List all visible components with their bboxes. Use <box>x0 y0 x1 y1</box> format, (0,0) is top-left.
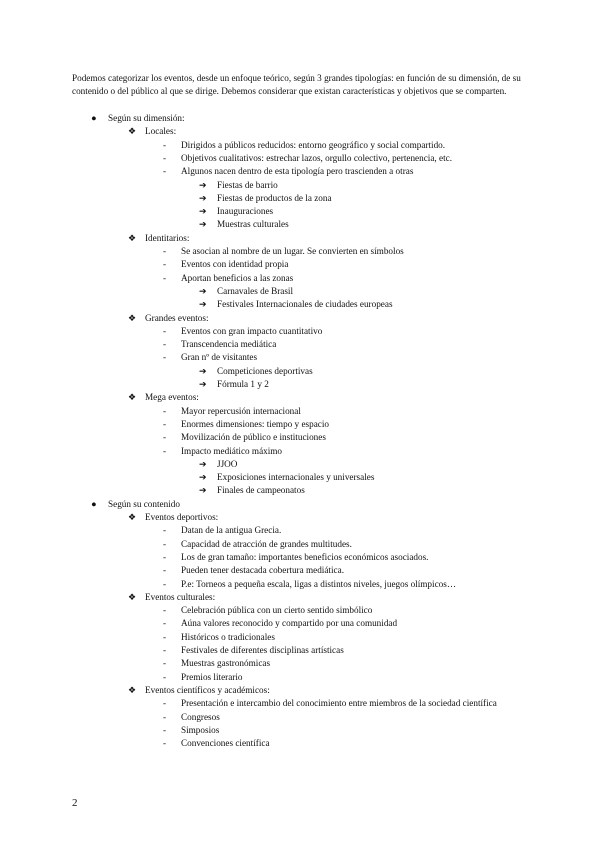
dash-bullet: - <box>163 671 167 682</box>
dash-bullet: - <box>163 565 167 576</box>
arrow-bullet-icon: ➔ <box>199 192 207 203</box>
outline-item-level-3: Enormes dimensiones: tiempo y espacio <box>181 418 329 429</box>
arrow-bullet-icon: ➔ <box>199 365 207 376</box>
dash-bullet: - <box>163 645 167 655</box>
dash-bullet: - <box>163 272 167 283</box>
outline-item-level-3: Mayor repercusión internacional <box>181 405 301 416</box>
dash-bullet: - <box>163 698 167 709</box>
outline-item-level-3: Los de gran tamaño: importantes beneficios económicos asociados. <box>181 551 429 562</box>
arrow-bullet-icon: ➔ <box>199 219 207 230</box>
outline-item-level-3: Movilización de público e instituciones <box>181 432 326 443</box>
outline-item-level-4: Competiciones deportivas <box>217 365 313 376</box>
outline-item-level-3: P.e: Torneos a pequeña escala, ligas a distintos niveles, juegos olímpicos… <box>181 578 457 589</box>
dash-bullet: - <box>163 418 167 429</box>
bullet-dot-icon: ● <box>91 498 97 509</box>
dash-bullet: - <box>163 339 167 350</box>
outline-item-level-3: Muestras gastronómicas <box>181 658 271 669</box>
outline-item-level-3: Dirigidos a públicos reducidos: entorno geográfico y social compartido. <box>181 139 446 150</box>
dash-bullet: - <box>163 551 167 562</box>
outline-item-level-4: Carnavales de Brasil <box>217 285 294 296</box>
outline-item-level-3: Festivales de diferentes disciplinas artísticas <box>181 645 344 655</box>
outline-item-level-3: Transcendencia mediática <box>181 339 277 350</box>
diamond-bullet-icon: ❖ <box>128 512 137 522</box>
outline-item-level-1: Según su dimensión: <box>108 113 185 123</box>
outline-item-level-3: Congresos <box>181 711 220 722</box>
arrow-bullet-icon: ➔ <box>199 472 207 483</box>
dash-bullet: - <box>163 525 167 536</box>
outline-item-level-4: Inauguraciones <box>217 206 274 217</box>
arrow-bullet-icon: ➔ <box>199 206 207 217</box>
outline-item-level-3: Eventos con identidad propia <box>181 259 289 270</box>
dash-bullet: - <box>163 152 167 163</box>
dash-bullet: - <box>163 658 167 669</box>
outline-item-level-3: Celebración pública con un cierto sentido simbólico <box>181 605 373 616</box>
outline-item-level-3: Capacidad de atracción de grandes multitudes. <box>181 538 352 549</box>
dash-bullet: - <box>163 578 167 589</box>
outline-item-level-2: Eventos científicos y académicos: <box>145 684 270 695</box>
outline-item-level-4: Exposiciones internacionales y universales <box>217 472 375 483</box>
dash-bullet: - <box>163 432 167 443</box>
outline-item-level-3: Convenciones científica <box>181 738 270 749</box>
outline-item-level-2: Grandes eventos: <box>145 312 209 323</box>
outline-item-level-3: Algunos nacen dentro de esta tipología pero trascienden a otras <box>181 166 414 177</box>
outline-item-level-4: Finales de campeonatos <box>217 485 305 496</box>
diamond-bullet-icon: ❖ <box>128 312 137 323</box>
dash-bullet: - <box>163 738 167 749</box>
outline-item-level-3: Pueden tener destacada cobertura mediática. <box>181 565 344 576</box>
dash-bullet: - <box>163 631 167 642</box>
intro-paragraph: Podemos categorizar los eventos, desde un enfoque teórico, según 3 grandes tipologías: en función de su dimensión, de su contenido o del público al que se dirige. Debemos considerar que existan características y objetivos que se comparten. <box>72 73 521 97</box>
outline-item-level-3: Simposios <box>181 724 220 735</box>
diamond-bullet-icon: ❖ <box>128 232 137 243</box>
outline-item-level-3: Presentación e intercambio del conocimiento entre miembros de la sociedad científica <box>181 698 497 709</box>
dash-bullet: - <box>163 259 167 270</box>
dash-bullet: - <box>163 605 167 616</box>
dash-bullet: - <box>163 538 167 549</box>
outline-item-level-4: Muestras culturales <box>217 219 289 230</box>
outline-item-level-2: Mega eventos: <box>145 392 199 403</box>
outline-item-level-3: Aúna valores reconocido y compartido por una comunidad <box>181 618 398 629</box>
outline-item-level-2: Identitarios: <box>145 232 190 243</box>
outline-item-level-2: Eventos deportivos: <box>145 512 219 522</box>
dash-bullet: - <box>163 618 167 629</box>
dash-bullet: - <box>163 166 167 177</box>
outline-item-level-4: Festivales Internacionales de ciudades europeas <box>217 299 393 310</box>
outline-item-level-1: Según su contenido <box>108 498 180 509</box>
dash-bullet: - <box>163 405 167 416</box>
arrow-bullet-icon: ➔ <box>199 379 207 389</box>
diamond-bullet-icon: ❖ <box>128 126 137 137</box>
dash-bullet: - <box>163 711 167 722</box>
outline-item-level-4: Fiestas de barrio <box>217 179 278 190</box>
dash-bullet: - <box>163 246 167 256</box>
outline-item-level-4: Fiestas de productos de la zona <box>217 192 332 203</box>
outline-item-level-3: Premios literario <box>181 671 243 682</box>
outline-item-level-3: Eventos con gran impacto cuantitativo <box>181 325 323 336</box>
arrow-bullet-icon: ➔ <box>199 179 207 190</box>
arrow-bullet-icon: ➔ <box>199 485 207 496</box>
outline-item-level-3: Se asocian al nombre de un lugar. Se convierten en símbolos <box>181 246 404 256</box>
arrow-bullet-icon: ➔ <box>199 285 207 296</box>
diamond-bullet-icon: ❖ <box>128 684 137 695</box>
page-number: 2 <box>72 797 78 809</box>
outline-item-level-3: Objetivos cualitativos: estrechar lazos, orgullo colectivo, pertenencia, etc. <box>181 152 453 163</box>
outline-item-level-3: Aportan beneficios a las zonas <box>181 272 294 283</box>
outline-item-level-2: Locales: <box>145 126 177 137</box>
outline-item-level-3: Históricos o tradicionales <box>181 631 275 642</box>
dash-bullet: - <box>163 445 167 456</box>
outline-item-level-3: Impacto mediático máximo <box>181 445 283 456</box>
dash-bullet: - <box>163 724 167 735</box>
arrow-bullet-icon: ➔ <box>199 299 207 310</box>
arrow-bullet-icon: ➔ <box>199 458 207 469</box>
dash-bullet: - <box>163 352 167 363</box>
outline-item-level-2: Eventos culturales: <box>145 591 216 602</box>
outline-item-level-3: Datan de la antigua Grecia. <box>181 525 282 536</box>
outline-item-level-4: JJOO <box>217 458 238 469</box>
outline-item-level-3: Gran nº de visitantes <box>181 352 258 363</box>
bullet-dot-icon: ● <box>91 113 97 123</box>
dash-bullet: - <box>163 139 167 150</box>
diamond-bullet-icon: ❖ <box>128 392 137 403</box>
diamond-bullet-icon: ❖ <box>128 591 137 602</box>
outline-item-level-4: Fórmula 1 y 2 <box>217 379 269 389</box>
dash-bullet: - <box>163 325 167 336</box>
